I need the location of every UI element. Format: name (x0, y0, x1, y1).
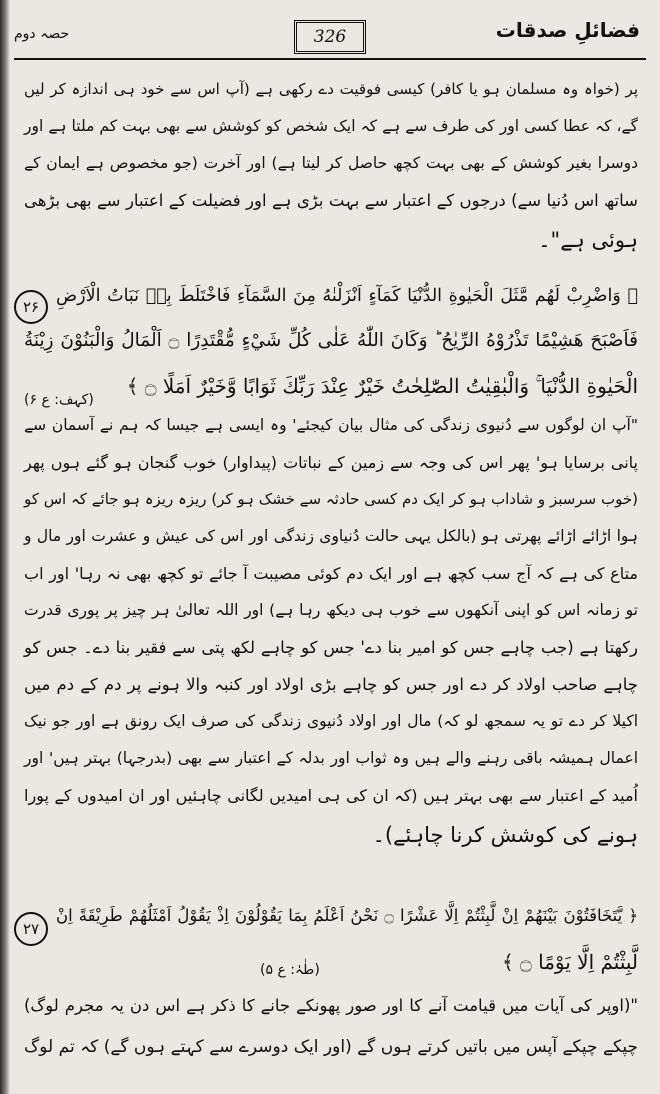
section-label: حصہ دوم (14, 26, 70, 42)
verse-number-26: ۲۶ (14, 290, 48, 324)
arabic-verse-line: الْحَيٰوةِ الدُّنْيَا ۚ وَالْبٰقِيٰتُ الصّٰلِحٰتُ خَيْرٌ عِنْدَ رَبِّكَ ثَوَابًا وَّخَيْرٌ اَمَلًا ۝ ﴾ (126, 374, 638, 398)
text-line: دوسرا بغیر کوشش کے بھی بہت کچھ حاصل کر لیتا ہے) اور آخرت (جو مخصوص ہے ایمان کے (24, 154, 638, 172)
translation-line: ہونے کی کوشش کرنا چاہئے)۔ (372, 823, 638, 847)
arabic-verse-line: لَّبِثْتُمْ اِلَّا يَوْمًا ۝ ﴾ (501, 950, 638, 974)
translation-line: متاع کی ہے کہ آج سب کچھ ہے اور ایک دم کوئی مصیبت آ جائے تو کچھ بھی نہ رہا' اور اب (24, 564, 638, 583)
page-spine-shadow (0, 0, 10, 1094)
translation-line: چاہے صاحب اولاد کر دے اور جس کو چاہے بڑی اولاد اور کنبہ والا ہونے پر دم کے دم میں (24, 675, 638, 694)
translation-line: اُمید کے اعتبار سے بھی بہتر ہیں (کہ ان کی ہی امیدیں لگانی چاہئیں اور ان امیدوں کے پورا (24, 786, 638, 805)
arabic-verse-line: ﴿ يَّتَخَافَتُوْنَ بَيْنَهُمْ اِنْ لَّبِثْتُمْ اِلَّا عَشْرًا ۝ نَحْنُ اَعْلَمُ بِمَا يَقُوْلُوْنَ اِذْ يَقُوْلُ اَمْثَلُهُمْ طَرِيْقَةً اِنْ (56, 906, 638, 925)
book-title: فضائلِ صدقات (495, 18, 640, 42)
text-line: ساتھ اس دُنیا سے) درجوں کے اعتبار سے بہت بڑی ہے اور فضیلت کے اعتبار سے بھی بڑھی (24, 191, 638, 210)
arabic-verse-line: فَاَصْبَحَ هَشِيْمًا تَذْرُوْهُ الرِّيٰحُ ؕ وَكَانَ اللّٰهُ عَلٰى كُلِّ شَيْءٍ مُّقْتَدِرًا ۝ اَلْمَالُ وَالْبَنُوْنَ زِيْنَةُ (24, 330, 638, 351)
text-line: ہوئی ہے"۔ (538, 228, 638, 252)
verse-reference: (کہف: ع ۶) (24, 392, 94, 408)
text-line: پر (خواہ وہ مسلمان ہو یا کافر) کیسی فوقیت دے رکھی ہے (آپ اس سے خود ہی اندازہ کر لیں (24, 80, 638, 98)
translation-line: رکھتا ہے (جب چاہے جس کو امیر بنا دے' جس کو چاہے لکھ پتی سے فقیر بنا دے۔ جس کو (24, 638, 638, 657)
translation-line: "(اوپر کی آیات میں قیامت آنے کا اور صور پھونکے جانے کا ذکر ہے اس دن یہ مجرم لوگ) (24, 996, 638, 1015)
arabic-verse-line: ﴿ وَاضْرِبْ لَهُم مَّثَلَ الْحَيٰوةِ الدُّنْيَا كَمَآءٍ اَنْزَلْنٰهُ مِنَ السَّمَآءِ فَاخْتَلَطَ بِهٖ نَبَاتُ الْاَرْضِ (56, 286, 638, 306)
translation-line: چپکے چپکے آپس میں باتیں کرتے ہوں گے (اور ایک دوسرے سے کہتے ہوں گے) کہ تم لوگ (24, 1037, 638, 1057)
verse-reference: (طٰہٰ: ع ۵) (260, 962, 320, 978)
page-number: 326 (294, 20, 366, 54)
header-rule (14, 58, 646, 60)
translation-line: تو زمانہ اس کو اپنی آنکھوں سے خوب ہی دیکھ رہا ہے) اور اللہ تعالیٰ ہر چیز پر پوری قدرت (24, 601, 638, 619)
verse-number-27: ۲۷ (14, 912, 48, 946)
translation-line: اعمال ہمیشہ باقی رہنے والے ہیں وہ ثواب اور بدلہ کے اعتبار سے بھی (بدرجہا) بہتر ہیں' اور (24, 749, 638, 767)
translation-line: "آپ ان لوگوں سے دُنیوی زندگی کی مثال بیان کیجئے' وہ ایسی ہے جیسا کہ ہم نے آسمان سے (24, 416, 638, 434)
text-line: گے، کہ عطا کسی اور کی طرف سے ہے کہ ایک شخص کو کوشش سے بھی بہت کم ملتا ہے اور (24, 117, 638, 135)
translation-line: اکیلا کر دے تو یہ سمجھ لو کہ) مال اور اولاد دُنیوی زندگی کی صرف ایک رونق ہے اور جو نیک (24, 712, 638, 730)
translation-line: ہوا اڑائے اڑائے پھرتی ہو (بالکل یہی حالت دُنیاوی زندگی اور اس کی عیش و عشرت اور مال و (24, 527, 638, 545)
translation-line: (خوب سرسبز و شاداب ہو کر ایک دم کسی حادثہ سے خشک ہو کر) ریزہ ریزہ ہو جائے کہ اس کو (24, 490, 638, 508)
translation-line: پانی برسایا ہو' پھر اس کی وجہ سے زمین کے نباتات (پیداوار) خوب گنجان ہو گئے ہوں پھر (24, 453, 638, 472)
